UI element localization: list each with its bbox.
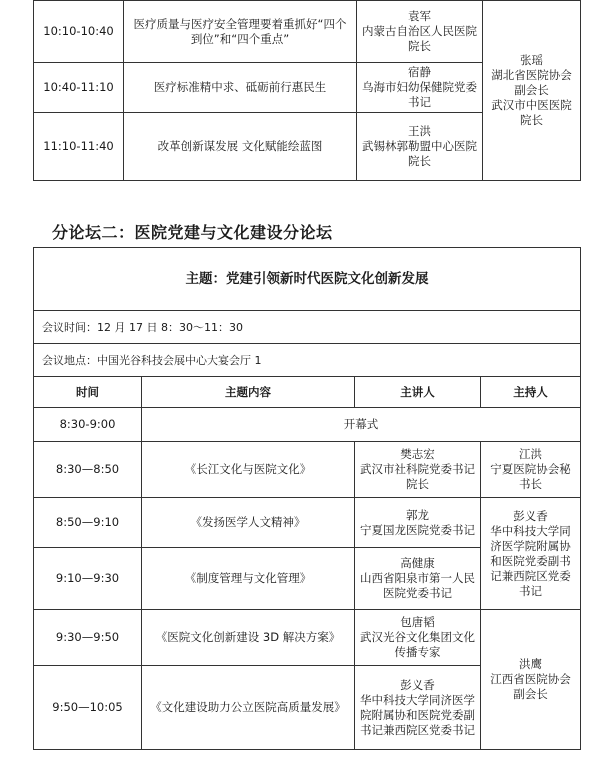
- previous-agenda-table: [33, 0, 581, 181]
- time-cell: 9:10—9:30: [34, 548, 142, 610]
- time-cell: 10:40-11:10: [34, 63, 124, 113]
- table-row: [34, 498, 581, 548]
- meeting-location: 会议地点：中国光谷科技会展中心大宴会厅 1: [34, 344, 581, 377]
- table-row: [34, 1, 581, 63]
- host-cell: 洪鹰 江西省医院协会副会长: [481, 610, 581, 750]
- header-time: 时间: [34, 377, 142, 408]
- time-cell: 11:10-11:40: [34, 113, 124, 181]
- topic-cell: 改革创新谋发展 文化赋能绘蓝图: [124, 113, 357, 181]
- host-cell: 张瑶 湖北省医院协会副会长 武汉市中医医院院长: [483, 1, 581, 181]
- time-cell: 9:50—10:05: [34, 666, 142, 750]
- speaker-cell: 包唐韬 武汉光谷文化集团文化传播专家: [355, 610, 481, 666]
- topic-cell: 《文化建设助力公立医院高质量发展》: [142, 666, 355, 750]
- header-host: 主持人: [481, 377, 581, 408]
- topic-cell: 《发扬医学人文精神》: [142, 498, 355, 548]
- topic-cell: 医疗质量与医疗安全管理要着重抓好“四个到位”和“四个重点”: [124, 1, 357, 63]
- section-heading: 分论坛二：医院党建与文化建设分论坛: [52, 223, 333, 242]
- host-cell: 彭义香 华中科技大学同济医学院附属协和医院党委副书记兼西院区党委书记: [481, 498, 581, 610]
- speaker-cell: 宿静 乌海市妇幼保健院党委书记: [357, 63, 483, 113]
- speaker-cell: 袁军 内蒙古自治区人民医院院长: [357, 1, 483, 63]
- header-speaker: 主讲人: [355, 377, 481, 408]
- speaker-cell: 郭龙 宁夏国龙医院党委书记: [355, 498, 481, 548]
- time-cell: 9:30—9:50: [34, 610, 142, 666]
- speaker-cell: 王洪 武锡林郭勒盟中心医院院长: [357, 113, 483, 181]
- host-cell: 江洪 宁夏医院协会秘书长: [481, 442, 581, 498]
- forum-theme: 主题：党建引领新时代医院文化创新发展: [34, 248, 581, 311]
- topic-cell: 医疗标准精中求、砥砺前行惠民生: [124, 63, 357, 113]
- header-row: [34, 377, 581, 408]
- speaker-cell: 彭义香 华中科技大学同济医学院附属协和医院党委副书记兼西院区党委书记: [355, 666, 481, 750]
- header-topic: 主题内容: [142, 377, 355, 408]
- speaker-cell: 高健康 山西省阳泉市第一人民医院党委书记: [355, 548, 481, 610]
- meeting-location-row: [34, 344, 581, 377]
- meeting-time-row: [34, 311, 581, 344]
- opening-row: [34, 408, 581, 442]
- forum-agenda-table: [33, 247, 581, 750]
- table-row: [34, 610, 581, 666]
- time-cell: 10:10-10:40: [34, 1, 124, 63]
- topic-cell: 《制度管理与文化管理》: [142, 548, 355, 610]
- time-cell: 8:50—9:10: [34, 498, 142, 548]
- table-row: [34, 442, 581, 498]
- meeting-time: 会议时间：12 月 17 日 8：30～11：30: [34, 311, 581, 344]
- theme-row: [34, 248, 581, 311]
- opening-label: 开幕式: [142, 408, 581, 442]
- topic-cell: 《医院文化创新建设 3D 解决方案》: [142, 610, 355, 666]
- topic-cell: 《长江文化与医院文化》: [142, 442, 355, 498]
- time-cell: 8:30-9:00: [34, 408, 142, 442]
- speaker-cell: 樊志宏 武汉市社科院党委书记院长: [355, 442, 481, 498]
- time-cell: 8:30—8:50: [34, 442, 142, 498]
